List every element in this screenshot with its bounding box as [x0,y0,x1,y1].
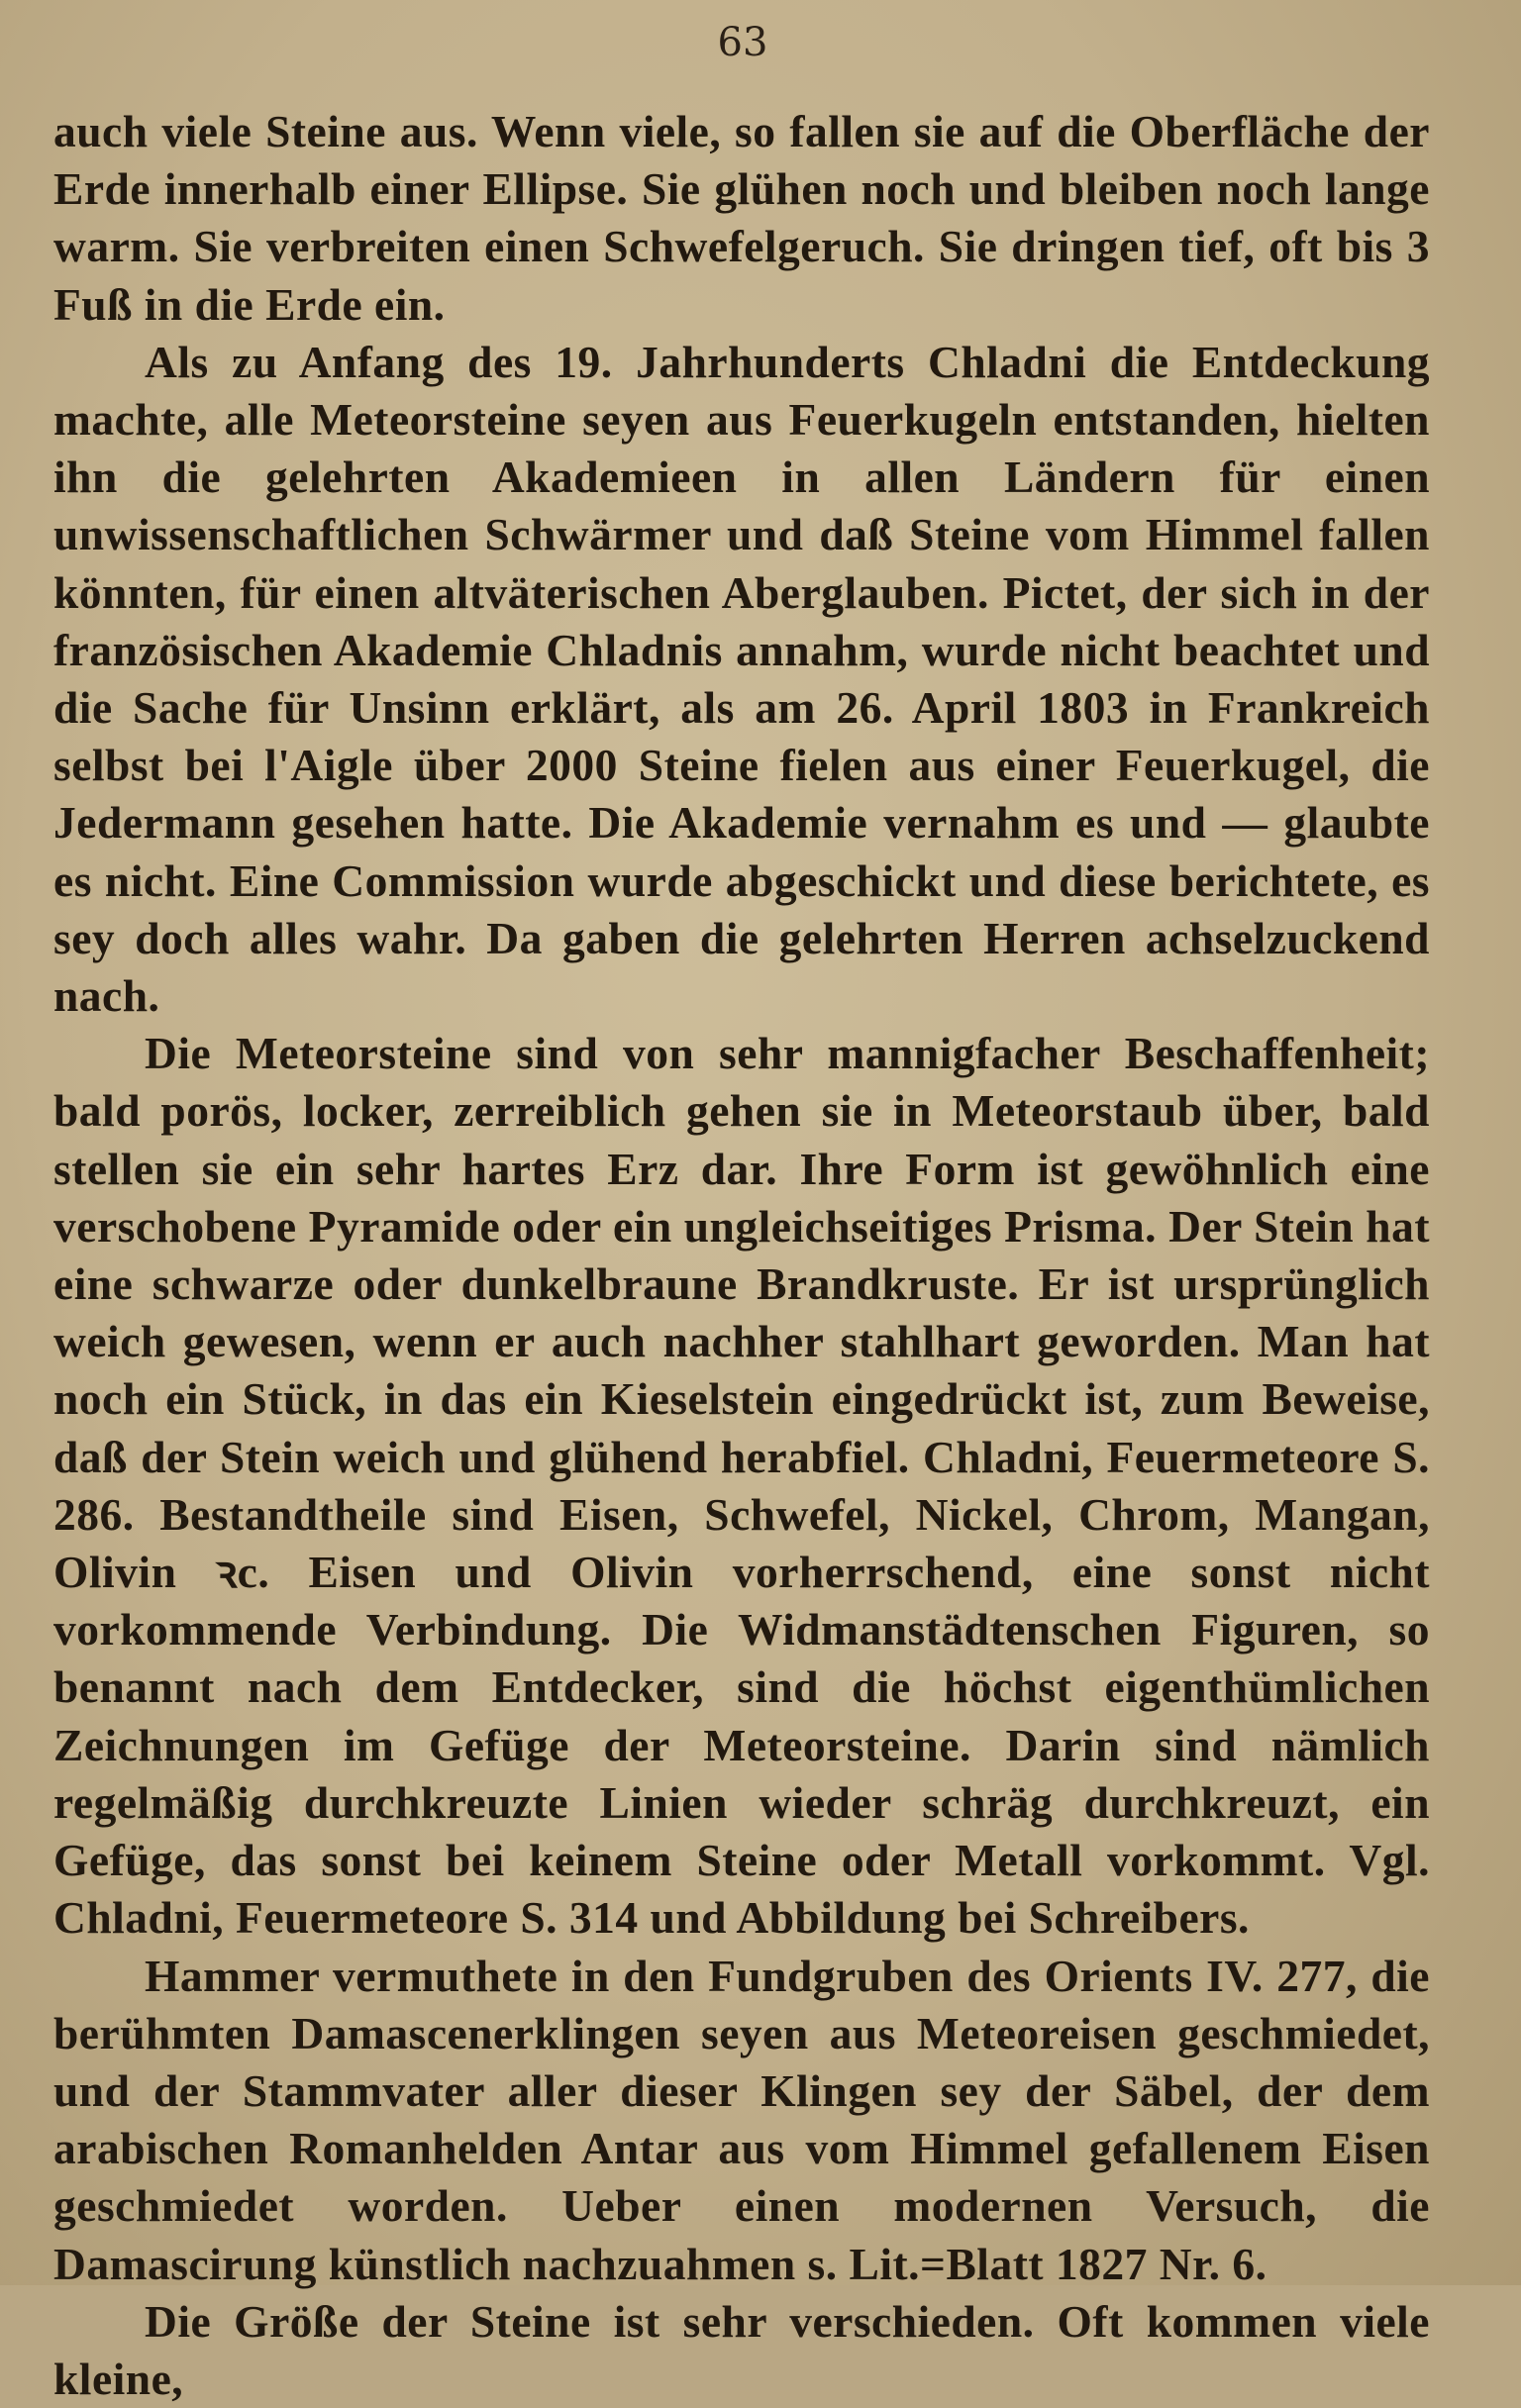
paragraph-damascus-blades: Hammer vermuthete in den Fundgruben des Orients IV. 277, die berühmten Damascenerklingen seyen aus Meteoreisen geschmiedet, und der Stammvater aller dieser Klingen sey der Säbel, der dem arabischen Romanhelden Antar aus vom Himmel gefallenem Eisen geschmiedet worden. Ueber einen modernen Versuch, die Damascirung künstlich nachzuahmen s. Lit.=Blatt 1827 Nr. 6. [53,1950,1430,2289]
paragraph-continuation: auch viele Steine aus. Wenn viele, so fallen sie auf die Oberfläche der Erde innerhalb einer Ellipse. Sie glühen noch und bleiben noch lange warm. Sie verbreiten einen Schwefelgeruch. Sie dringen tief, oft bis 3 Fuß in die Erde ein. [53,106,1430,330]
paragraph-meteorite-composition: Die Meteorsteine sind von sehr mannigfacher Beschaffenheit; bald porös, locker, zerreiblich gehen sie in Meteorstaub über, bald stellen sie ein sehr hartes Erz dar. Ihre Form ist gewöhnlich eine verschobene Pyramide oder ein ungleichseitiges Prisma. Der Stein hat eine schwarze oder dunkelbraune Brandkruste. Er ist ursprünglich weich gewesen, wenn er auch nachher stahlhart geworden. Man hat noch ein Stück, in das ein Kieselstein eingedrückt ist, zum Beweise, daß der Stein weich und glühend herabfiel. Chladni, Feuermeteore S. 286. Bestandtheile sind Eisen, Schwefel, Nickel, Chrom, Mangan, Olivin ꝛc. Eisen und Olivin vorherrschend, eine sonst nicht vorkommende Verbindung. Die Widmanstädtenschen Figuren, so benannt nach dem Entdecker, sind die höchst eigenthümlichen Zeichnungen im Gefüge der Meteorsteine. Darin sind nämlich regelmäßig durchkreuzte Linien wieder schräg durchkreuzt, ein Gefüge, das sonst bei keinem Steine oder Metall vorkommt. Vgl. Chladni, Feuermeteore S. 314 und Abbildung bei Schreibers. [53,1028,1430,1944]
paragraph-chladni-discovery: Als zu Anfang des 19. Jahrhunderts Chladni die Entdeckung machte, alle Meteorsteine seyen aus Feuerkugeln entstanden, hielten ihn die gelehrten Akademieen in allen Ländern für einen unwissenschaftlichen Schwärmer und daß Steine vom Himmel fallen könnten, für einen altväterischen Aberglauben. Pictet, der sich in der französischen Akademie Chladnis annahm, wurde nicht beachtet und die Sache für Unsinn erklärt, als am 26. April 1803 in Frankreich selbst bei l'Aigle über 2000 Steine fielen aus einer Feuerkugel, die Jedermann gesehen hatte. Die Akademie vernahm es und — glaubte es nicht. Eine Commission wurde abgeschickt und diese berichtete, es sey doch alles wahr. Da gaben die gelehrten Herren achselzuckend nach. [53,336,1430,1022]
body-text [53,103,1430,2408]
page-number: 63 [717,20,768,65]
paragraph-stone-sizes: Die Größe der Steine ist sehr verschieden. Oft kommen viele kleine, [53,2295,1430,2404]
